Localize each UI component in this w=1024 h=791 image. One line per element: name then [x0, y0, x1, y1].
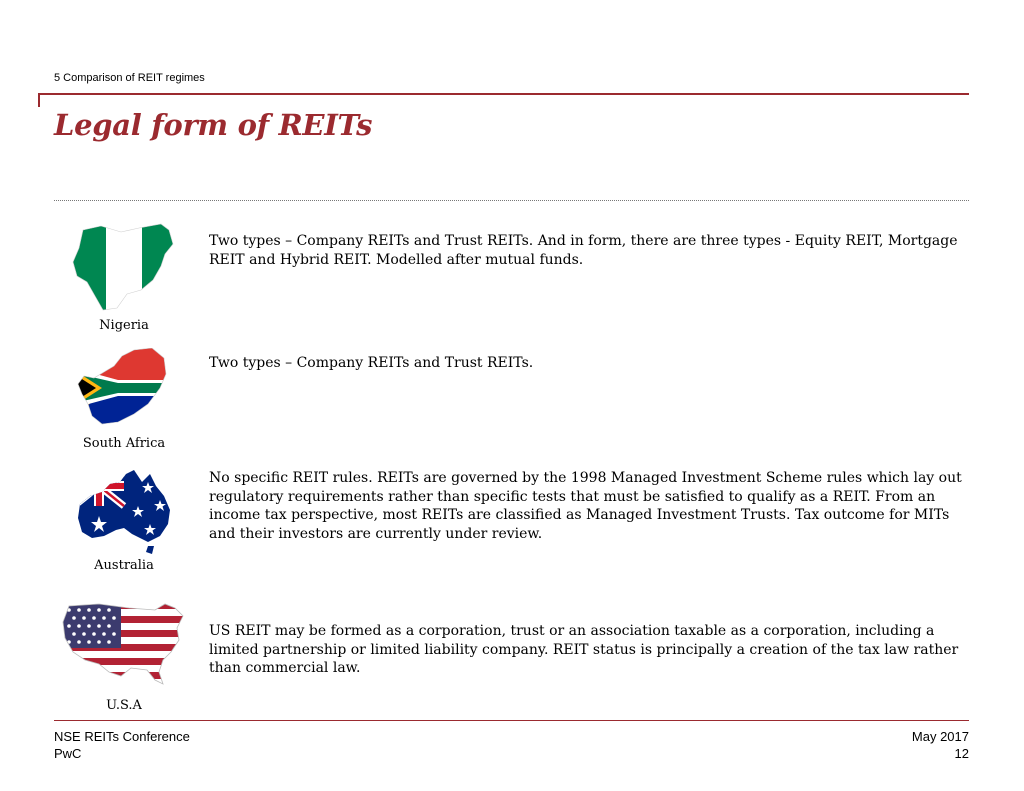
row-description: US REIT may be formed as a corporation, trust or an association taxable as a corporation, including a limited partnership or limited liability company. REIT status is principally a creation of the tax law rather than commercial law. [209, 623, 959, 676]
flag-cell-south-africa [54, 348, 194, 451]
page-title: Legal form of REITs [54, 108, 373, 142]
dotted-divider [54, 200, 969, 201]
flag-cell-usa [54, 598, 194, 713]
footer-company: PwC [54, 746, 82, 761]
flag-cell-australia [54, 466, 194, 573]
nigeria-map-flag-icon [69, 222, 179, 312]
footer-date: May 2017 [911, 729, 969, 744]
page-number: 12 [954, 746, 969, 761]
footer-right [912, 728, 969, 762]
south-africa-map-flag-icon [74, 348, 174, 428]
usa-map-flag-icon [59, 598, 189, 694]
country-name: Australia [94, 558, 154, 573]
footer-divider [54, 720, 969, 721]
flag-cell-nigeria [54, 222, 194, 333]
australia-map-flag-icon [74, 466, 174, 556]
country-name: Nigeria [99, 318, 149, 333]
row-description: Two types – Company REITs and Trust REITs. And in form, there are three types - Equity REIT, Mortgage REIT and Hybrid REIT. Modelled after mutual funds. [209, 233, 958, 268]
row-description: No specific REIT rules. REITs are governed by the 1998 Managed Investment Scheme rules which lay out regulatory requirements rather than specific tests that must be satisfied to qualify as a REIT. From an income tax perspective, most REITs are classified as Managed Investment Trusts. Tax outcome for MITs and their investors are currently under review. [209, 470, 962, 542]
top-rule [38, 93, 969, 95]
country-name: U.S.A [106, 698, 142, 713]
section-label: 5 Comparison of REIT regimes [54, 72, 205, 84]
footer-left [54, 728, 190, 762]
row-description: Two types – Company REITs and Trust REITs. [209, 355, 534, 371]
country-name: South Africa [82, 436, 166, 451]
top-rule-tick [38, 93, 40, 107]
footer-event: NSE REITs Conference [54, 729, 190, 744]
